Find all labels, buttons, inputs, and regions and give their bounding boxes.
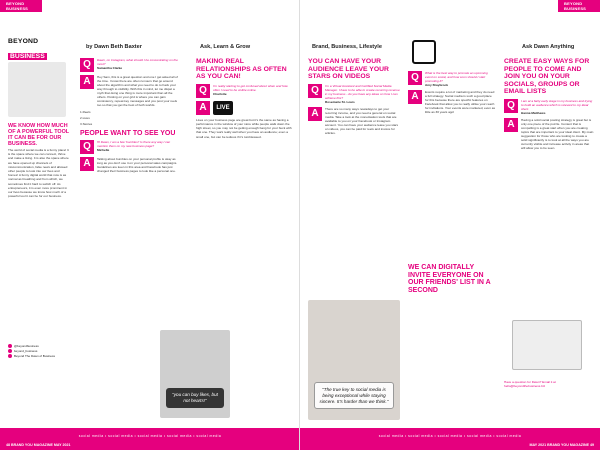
a-badge: A	[80, 157, 94, 171]
col3-body: Lives on your business page are great but it's the same as having a performance in the window of your store while people walk down the high street, so you may not be getting enough bang for your buck with that one. They work really well when you have an audience; even a small one, but can be tedious if it's tumbleweed.	[196, 117, 292, 139]
q-badge: Q	[196, 84, 210, 98]
answer-box-4: A There are so many ways nowadays to get your recurring income, and you need a general on social media. Take a look at the monetisation tools that are available to you on your Facebook or Instagram account. You can have your audience leave you stars on videos, you can be paid for reels and invoice for articles.	[308, 107, 400, 135]
pull-heading: PEOPLE WANT TO SEE YOU	[80, 129, 176, 137]
social-handles	[8, 344, 70, 359]
facebook-icon	[8, 354, 12, 358]
section-heading: CREATE EASY WAYS FOR PEOPLE TO COME AND JOIN YOU ON YOUR SOCIALS, GROUPS OR EMAIL LISTS	[504, 58, 590, 96]
question-box-5: Q What is the best way to promote an upcoming event on social, and how soon should I start promoting it? Amy Braybrook	[408, 71, 496, 87]
right-col2	[408, 68, 496, 297]
tip-list-1: 1.Reels	[80, 110, 91, 114]
footer-magazine: 48 BRAND YOU MAGAZINE MAY 2021	[6, 443, 71, 447]
intro-heading: WE KNOW HOW MUCH OF A POWERFUL TOOL IT CAN BE FOR OUR BUSINESS.	[8, 123, 69, 147]
q-badge: Q	[308, 84, 322, 98]
col3-heading-label: Ask, Learn & Grow	[200, 44, 251, 50]
social-handle: beyond_business	[8, 349, 70, 354]
left-footer	[0, 428, 300, 450]
a-badge: A	[80, 75, 94, 89]
a-badge: A	[504, 118, 518, 132]
byline: by Dawn Beth Baxter	[86, 44, 142, 50]
author-photo	[8, 62, 66, 117]
answer-box-5: A Events require a lot of marketing and they do need a full strategy. Social media is such a good place for this because there are specific features on Facebook that allow you to really utilise your reach for invitations. Your events were marketed, even as little as 30 years ago!	[408, 90, 496, 114]
answer-box-2: A Talking about bumbles on your personal profile is okay as long as you don't use it on your personal sales campaigns. Guidelines are keen in this area and Facebook has just changed their business pages to look like a personal one.	[80, 157, 180, 173]
col1-label: Brand, Business, Lifestyle	[312, 44, 382, 50]
pull-heading-2: WE CAN DIGITALLY INVITE EVERYONE ON OUR FRIENDS' LIST IN A SECOND	[408, 264, 491, 294]
beyond-business-logo	[8, 38, 64, 63]
question-box-2: Q Hi Dawn, I am a few 'bumbles'! Is there any way I can mention them on my new business page? Michelle	[80, 140, 180, 154]
logo-top: BEYOND	[8, 38, 39, 45]
live-icon: LIVE	[213, 101, 233, 115]
col3-label: Ask Dawn Anything	[522, 44, 575, 50]
col2	[80, 55, 180, 176]
instagram-icon	[8, 344, 12, 348]
tip-list-2: 2.Lives	[80, 116, 90, 121]
question-box-4: Q I'm a Virtual Assistant and Certified Social Media Manager. I have to be able to create recurring revenue in my business - do you have any ideas on how I can achieve this? Rosemarie St. Louis	[308, 84, 400, 104]
social-handle: Beyond The Dawn of Business	[8, 354, 70, 359]
question-box: Q Dawn, on Instagram, what should I be concentrating on the most? Samantha Clarke	[80, 58, 180, 72]
col3	[196, 55, 292, 141]
logo-bottom: BUSINESS	[10, 53, 45, 60]
footer-repeat: social media • social media • social media • social media • social media	[78, 434, 222, 438]
left-header-tab: BEYOND BUSINESS	[0, 0, 42, 12]
footer-magazine: MAY 2021 BRAND YOU MAGAZINE 49	[529, 443, 594, 447]
pull-quote-right: "The true key to social media is being exceptional while staying sincere. It's harder than we think."	[314, 382, 394, 409]
twitter-icon	[8, 349, 12, 353]
footer-repeat: social media • social media • social media • social media • social media	[378, 434, 522, 438]
laptop-illustration	[512, 320, 582, 370]
question-box-6: Q I am at a fairly early stage in my business and trying to build an audience which is relevant to my ideal client. Hanna Matthews	[504, 99, 594, 115]
a-badge: A	[408, 90, 422, 104]
q-badge: Q	[504, 99, 518, 113]
a-badge: A	[196, 101, 210, 115]
section-heading: YOU CAN HAVE YOUR AUDIENCE LEAVE YOUR STARS ON VIDEOS	[308, 58, 389, 81]
right-footer	[300, 428, 600, 450]
a-badge: A	[308, 107, 322, 121]
social-handle: @beyondbusiness	[8, 344, 70, 349]
section-heading: MAKING REAL RELATIONSHIPS AS OFTEN AS YOU CAN!	[196, 58, 287, 81]
q-badge: Q	[80, 140, 94, 154]
intro-text: The world of social media is a funny place! It is the space where we can connect, thrive and make a living. It is also the space where we have opened up channels of miscommunication, false news and allowed other people to look into our lives and homes! A funny digital world that now is as normal as breathing and from which, we sometimes find it hard to switch off. As entrepreneurs, it is even more prominent in our lives because we know how much of a powerful tool it can be for our business.	[8, 148, 69, 199]
right-page	[300, 0, 600, 450]
right-col1	[308, 55, 400, 138]
answer-box-6: A Having a solid social posting strategy is great but is only one piece of the puzzle. Content that is compelling is a great start when you are creating topics that are important to your ideal client. My main suggestion for those who are looking to create a solid significantly is to look at all the ways you are currently visible and increase activity in areas that will allow you to be seen.	[504, 118, 594, 150]
pull-quote: "you can buy likes, but not hearts!"	[166, 388, 224, 408]
right-header-tab: BEYOND BUSINESS	[558, 0, 600, 12]
answer-box-3	[196, 101, 292, 115]
q-badge: Q	[408, 71, 422, 85]
closing-note: Have a question for Dawn? Email it at hello@beyondthebusiness.biz	[504, 380, 556, 389]
tip-list-3: 3.Stories	[80, 122, 93, 127]
calendar-clock-icon	[412, 40, 436, 64]
answer-box: A Hey Sam, this is a great question and one I get asked all of the time. I know there are often rumours that go around about the algorithm and what you need to do to hack your way through to visibility. With this in mind, let me dispel a myth that doing one thing is more important than all the others. Posting on your grid is where you can gain consistency, repeat key messages and you post your reels too so that you get the best of both worlds.	[80, 75, 180, 107]
q-badge: Q	[80, 58, 94, 72]
right-col3	[504, 55, 594, 153]
question-box-3: Q I'm really starting to get confused about when and how often I need to be visible online. Charlotte	[196, 84, 292, 98]
